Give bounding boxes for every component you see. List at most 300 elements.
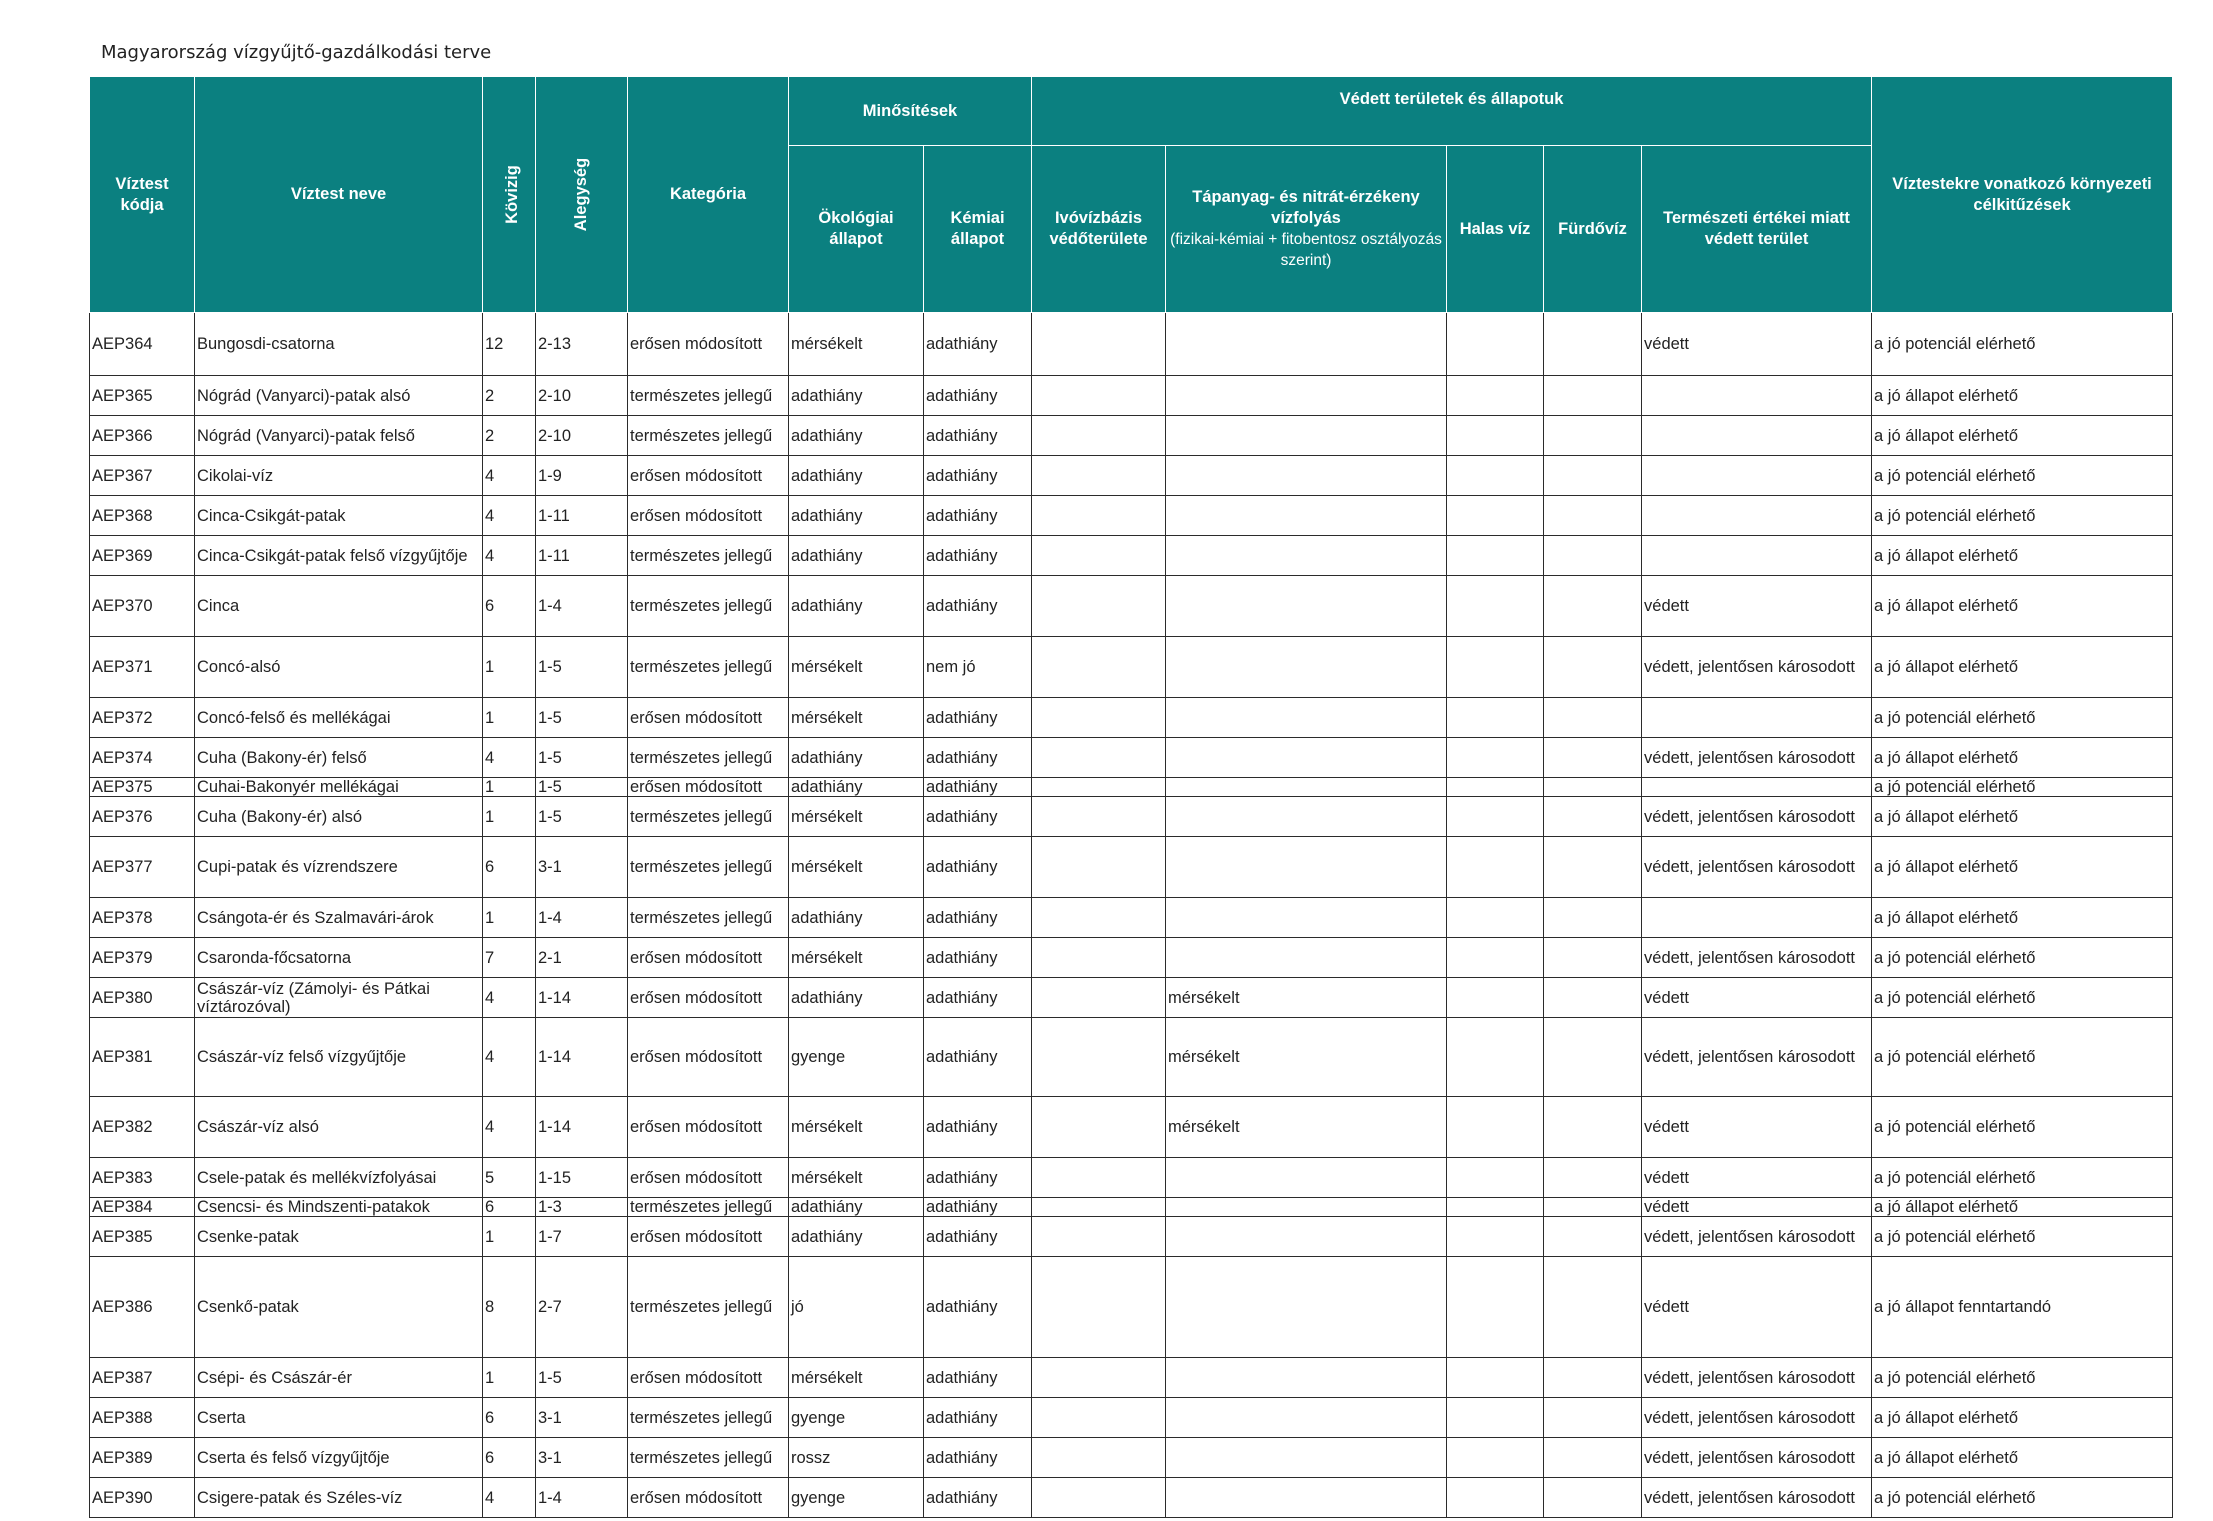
cell-kovizig: 1	[483, 637, 536, 698]
cell-kategoria: természetes jellegű	[628, 1198, 789, 1217]
cell-termeszeti: védett, jelentősen károsodott	[1642, 1478, 1872, 1518]
cell-kategoria: erősen módosított	[628, 1158, 789, 1198]
cell-furdo	[1544, 376, 1642, 416]
cell-halas	[1447, 1257, 1544, 1358]
cell-kategoria: erősen módosított	[628, 938, 789, 978]
cell-alegyseg: 1-5	[536, 778, 628, 797]
cell-furdo	[1544, 1018, 1642, 1097]
cell-alegyseg: 1-4	[536, 576, 628, 637]
document-title: Magyarország vízgyűjtő-gazdálkodási terve	[101, 42, 492, 63]
cell-okologiai: rossz	[789, 1438, 924, 1478]
cell-furdo	[1544, 1158, 1642, 1198]
cell-alegyseg: 1-11	[536, 496, 628, 536]
cell-kovizig: 8	[483, 1257, 536, 1358]
cell-okologiai: adathiány	[789, 898, 924, 938]
cell-ivoviz	[1032, 313, 1166, 376]
cell-ivoviz	[1032, 778, 1166, 797]
cell-termeszeti: védett, jelentősen károsodott	[1642, 1018, 1872, 1097]
cell-kemiai: adathiány	[924, 1478, 1032, 1518]
cell-kategoria: erősen módosított	[628, 1097, 789, 1158]
cell-kovizig: 4	[483, 496, 536, 536]
cell-halas	[1447, 1478, 1544, 1518]
cell-cel: a jó állapot elérhető	[1872, 576, 2173, 637]
cell-kategoria: erősen módosított	[628, 313, 789, 376]
cell-code: AEP366	[90, 416, 195, 456]
cell-alegyseg: 1-5	[536, 637, 628, 698]
cell-kemiai: adathiány	[924, 376, 1032, 416]
cell-halas	[1447, 1358, 1544, 1398]
cell-kemiai: adathiány	[924, 738, 1032, 778]
cell-furdo	[1544, 738, 1642, 778]
cell-cel: a jó állapot elérhető	[1872, 376, 2173, 416]
cell-ivoviz	[1032, 978, 1166, 1018]
cell-kovizig: 6	[483, 576, 536, 637]
cell-kemiai: adathiány	[924, 416, 1032, 456]
cell-tapanyag	[1166, 1198, 1447, 1217]
cell-ivoviz	[1032, 1257, 1166, 1358]
cell-tapanyag: mérsékelt	[1166, 1097, 1447, 1158]
cell-termeszeti: védett	[1642, 1097, 1872, 1158]
cell-furdo	[1544, 778, 1642, 797]
cell-tapanyag	[1166, 576, 1447, 637]
cell-kemiai: adathiány	[924, 1217, 1032, 1257]
cell-cel: a jó potenciál elérhető	[1872, 496, 2173, 536]
cell-tapanyag	[1166, 898, 1447, 938]
cell-code: AEP379	[90, 938, 195, 978]
cell-name: Cinca	[195, 576, 483, 637]
cell-kovizig: 4	[483, 1018, 536, 1097]
cell-ivoviz	[1032, 1398, 1166, 1438]
cell-kemiai: adathiány	[924, 1257, 1032, 1358]
cell-okologiai: jó	[789, 1257, 924, 1358]
cell-name: Császár-víz alsó	[195, 1097, 483, 1158]
cell-kategoria: erősen módosított	[628, 1478, 789, 1518]
cell-name: Cuha (Bakony-ér) alsó	[195, 797, 483, 837]
cell-alegyseg: 3-1	[536, 1438, 628, 1478]
cell-kemiai: adathiány	[924, 496, 1032, 536]
cell-halas	[1447, 778, 1544, 797]
cell-kemiai: adathiány	[924, 978, 1032, 1018]
cell-ivoviz	[1032, 1217, 1166, 1257]
cell-tapanyag	[1166, 313, 1447, 376]
cell-cel: a jó potenciál elérhető	[1872, 1097, 2173, 1158]
cell-cel: a jó potenciál elérhető	[1872, 1158, 2173, 1198]
cell-cel: a jó állapot elérhető	[1872, 1438, 2173, 1478]
cell-halas	[1447, 1217, 1544, 1257]
cell-alegyseg: 1-5	[536, 738, 628, 778]
cell-name: Concó-felső és mellékágai	[195, 698, 483, 738]
cell-furdo	[1544, 637, 1642, 698]
cell-tapanyag: mérsékelt	[1166, 1018, 1447, 1097]
cell-okologiai: gyenge	[789, 1018, 924, 1097]
cell-name: Cuhai-Bakonyér mellékágai	[195, 778, 483, 797]
cell-kategoria: természetes jellegű	[628, 837, 789, 898]
cell-ivoviz	[1032, 797, 1166, 837]
cell-kategoria: természetes jellegű	[628, 898, 789, 938]
cell-okologiai: adathiány	[789, 1217, 924, 1257]
cell-halas	[1447, 416, 1544, 456]
cell-code: AEP384	[90, 1198, 195, 1217]
cell-alegyseg: 1-4	[536, 898, 628, 938]
cell-code: AEP388	[90, 1398, 195, 1438]
table-row	[90, 837, 2173, 898]
cell-ivoviz	[1032, 416, 1166, 456]
cell-kovizig: 6	[483, 1398, 536, 1438]
cell-code: AEP381	[90, 1018, 195, 1097]
cell-ivoviz	[1032, 1158, 1166, 1198]
cell-code: AEP386	[90, 1257, 195, 1358]
cell-code: AEP367	[90, 456, 195, 496]
cell-kovizig: 1	[483, 698, 536, 738]
cell-alegyseg: 1-14	[536, 978, 628, 1018]
cell-name: Cupi-patak és vízrendszere	[195, 837, 483, 898]
cell-kemiai: adathiány	[924, 837, 1032, 898]
cell-ivoviz	[1032, 837, 1166, 898]
cell-termeszeti: védett	[1642, 1158, 1872, 1198]
cell-termeszeti: védett	[1642, 313, 1872, 376]
cell-okologiai: adathiány	[789, 416, 924, 456]
cell-name: Nógrád (Vanyarci)-patak felső	[195, 416, 483, 456]
cell-cel: a jó potenciál elérhető	[1872, 978, 2173, 1018]
cell-furdo	[1544, 698, 1642, 738]
cell-alegyseg: 1-4	[536, 1478, 628, 1518]
cell-halas	[1447, 536, 1544, 576]
cell-furdo	[1544, 1398, 1642, 1438]
cell-cel: a jó potenciál elérhető	[1872, 1018, 2173, 1097]
cell-okologiai: mérsékelt	[789, 1358, 924, 1398]
cell-code: AEP387	[90, 1358, 195, 1398]
cell-code: AEP385	[90, 1217, 195, 1257]
cell-halas	[1447, 576, 1544, 637]
cell-furdo	[1544, 1198, 1642, 1217]
cell-furdo	[1544, 1097, 1642, 1158]
cell-tapanyag	[1166, 837, 1447, 898]
cell-termeszeti	[1642, 698, 1872, 738]
cell-furdo	[1544, 837, 1642, 898]
table-row	[90, 938, 2173, 978]
cell-ivoviz	[1032, 536, 1166, 576]
cell-termeszeti	[1642, 376, 1872, 416]
cell-cel: a jó állapot elérhető	[1872, 536, 2173, 576]
cell-kategoria: természetes jellegű	[628, 637, 789, 698]
table-row	[90, 1158, 2173, 1198]
cell-cel: a jó állapot fenntartandó	[1872, 1257, 2173, 1358]
cell-tapanyag	[1166, 1358, 1447, 1398]
cell-tapanyag	[1166, 797, 1447, 837]
cell-furdo	[1544, 938, 1642, 978]
cell-termeszeti: védett, jelentősen károsodott	[1642, 637, 1872, 698]
cell-kemiai: adathiány	[924, 797, 1032, 837]
cell-kovizig: 6	[483, 1438, 536, 1478]
cell-tapanyag	[1166, 416, 1447, 456]
cell-cel: a jó potenciál elérhető	[1872, 1358, 2173, 1398]
cell-halas	[1447, 1018, 1544, 1097]
cell-okologiai: adathiány	[789, 1198, 924, 1217]
table-row	[90, 1217, 2173, 1257]
cell-tapanyag	[1166, 637, 1447, 698]
cell-termeszeti: védett, jelentősen károsodott	[1642, 938, 1872, 978]
cell-kategoria: természetes jellegű	[628, 738, 789, 778]
cell-halas	[1447, 797, 1544, 837]
cell-kategoria: természetes jellegű	[628, 1257, 789, 1358]
cell-cel: a jó állapot elérhető	[1872, 1198, 2173, 1217]
header-vedett: Védett területek és állapotuk	[1032, 77, 1872, 146]
header-halas: Halas víz	[1447, 146, 1544, 313]
cell-name: Csenkő-patak	[195, 1257, 483, 1358]
table-row	[90, 1398, 2173, 1438]
cell-kovizig: 4	[483, 536, 536, 576]
cell-kovizig: 2	[483, 376, 536, 416]
cell-tapanyag	[1166, 536, 1447, 576]
cell-termeszeti: védett	[1642, 978, 1872, 1018]
cell-halas	[1447, 1097, 1544, 1158]
cell-halas	[1447, 698, 1544, 738]
header-alegyseg: Alegység	[536, 77, 628, 313]
cell-tapanyag: mérsékelt	[1166, 978, 1447, 1018]
cell-kategoria: erősen módosított	[628, 456, 789, 496]
cell-cel: a jó potenciál elérhető	[1872, 698, 2173, 738]
cell-kovizig: 1	[483, 797, 536, 837]
cell-alegyseg: 1-14	[536, 1018, 628, 1097]
cell-halas	[1447, 1198, 1544, 1217]
cell-ivoviz	[1032, 1198, 1166, 1217]
cell-termeszeti: védett	[1642, 1198, 1872, 1217]
cell-halas	[1447, 898, 1544, 938]
table-row	[90, 637, 2173, 698]
cell-code: AEP375	[90, 778, 195, 797]
cell-name: Cserta	[195, 1398, 483, 1438]
cell-kovizig: 6	[483, 837, 536, 898]
cell-kemiai: adathiány	[924, 1097, 1032, 1158]
table-row	[90, 1358, 2173, 1398]
cell-okologiai: adathiány	[789, 536, 924, 576]
cell-cel: a jó potenciál elérhető	[1872, 1217, 2173, 1257]
table-row	[90, 1257, 2173, 1358]
cell-termeszeti: védett, jelentősen károsodott	[1642, 797, 1872, 837]
table-body	[90, 313, 2173, 1518]
cell-name: Cserta és felső vízgyűjtője	[195, 1438, 483, 1478]
cell-code: AEP380	[90, 978, 195, 1018]
cell-kategoria: természetes jellegű	[628, 1438, 789, 1478]
cell-kemiai: adathiány	[924, 898, 1032, 938]
cell-termeszeti: védett, jelentősen károsodott	[1642, 1358, 1872, 1398]
cell-alegyseg: 1-7	[536, 1217, 628, 1257]
cell-kovizig: 1	[483, 1217, 536, 1257]
cell-termeszeti: védett, jelentősen károsodott	[1642, 837, 1872, 898]
cell-okologiai: mérsékelt	[789, 797, 924, 837]
cell-halas	[1447, 1158, 1544, 1198]
cell-name: Bungosdi-csatorna	[195, 313, 483, 376]
cell-kemiai: adathiány	[924, 1438, 1032, 1478]
cell-kemiai: adathiány	[924, 576, 1032, 637]
cell-code: AEP365	[90, 376, 195, 416]
table-row	[90, 376, 2173, 416]
cell-tapanyag	[1166, 496, 1447, 536]
cell-termeszeti	[1642, 416, 1872, 456]
cell-kategoria: erősen módosított	[628, 1018, 789, 1097]
cell-cel: a jó állapot elérhető	[1872, 837, 2173, 898]
cell-cel: a jó állapot elérhető	[1872, 637, 2173, 698]
cell-name: Cikolai-víz	[195, 456, 483, 496]
cell-code: AEP364	[90, 313, 195, 376]
cell-halas	[1447, 637, 1544, 698]
cell-ivoviz	[1032, 1358, 1166, 1398]
cell-code: AEP369	[90, 536, 195, 576]
cell-kemiai: adathiány	[924, 778, 1032, 797]
cell-name: Csenke-patak	[195, 1217, 483, 1257]
table-row	[90, 797, 2173, 837]
cell-code: AEP389	[90, 1438, 195, 1478]
cell-kovizig: 4	[483, 738, 536, 778]
cell-halas	[1447, 837, 1544, 898]
cell-okologiai: mérsékelt	[789, 637, 924, 698]
cell-ivoviz	[1032, 456, 1166, 496]
cell-kovizig: 6	[483, 1198, 536, 1217]
cell-code: AEP378	[90, 898, 195, 938]
cell-name: Császár-víz felső vízgyűjtője	[195, 1018, 483, 1097]
cell-tapanyag	[1166, 1398, 1447, 1438]
header-name: Víztest neve	[195, 77, 483, 313]
header-tapanyag: Tápanyag- és nitrát-érzékeny vízfolyás (fizikai-kémiai + fitobentosz osztályozás szerint)	[1166, 146, 1447, 313]
cell-code: AEP382	[90, 1097, 195, 1158]
cell-okologiai: gyenge	[789, 1478, 924, 1518]
table-row	[90, 313, 2173, 376]
cell-kategoria: természetes jellegű	[628, 376, 789, 416]
cell-kategoria: erősen módosított	[628, 978, 789, 1018]
cell-kovizig: 4	[483, 978, 536, 1018]
cell-code: AEP390	[90, 1478, 195, 1518]
cell-ivoviz	[1032, 376, 1166, 416]
cell-kategoria: erősen módosított	[628, 496, 789, 536]
cell-alegyseg: 2-13	[536, 313, 628, 376]
cell-tapanyag	[1166, 1257, 1447, 1358]
cell-cel: a jó potenciál elérhető	[1872, 778, 2173, 797]
cell-kovizig: 1	[483, 1358, 536, 1398]
cell-halas	[1447, 1438, 1544, 1478]
cell-ivoviz	[1032, 496, 1166, 536]
table-row	[90, 496, 2173, 536]
cell-name: Csele-patak és mellékvízfolyásai	[195, 1158, 483, 1198]
cell-tapanyag	[1166, 1438, 1447, 1478]
cell-kemiai: adathiány	[924, 698, 1032, 738]
cell-cel: a jó potenciál elérhető	[1872, 456, 2173, 496]
cell-furdo	[1544, 496, 1642, 536]
cell-furdo	[1544, 978, 1642, 1018]
cell-okologiai: adathiány	[789, 738, 924, 778]
cell-alegyseg: 3-1	[536, 837, 628, 898]
cell-halas	[1447, 938, 1544, 978]
cell-okologiai: adathiány	[789, 456, 924, 496]
cell-cel: a jó állapot elérhető	[1872, 1398, 2173, 1438]
cell-kemiai: adathiány	[924, 1198, 1032, 1217]
cell-name: Nógrád (Vanyarci)-patak alsó	[195, 376, 483, 416]
cell-kemiai: adathiány	[924, 1158, 1032, 1198]
cell-kovizig: 4	[483, 1097, 536, 1158]
cell-name: Cinca-Csikgát-patak	[195, 496, 483, 536]
cell-code: AEP377	[90, 837, 195, 898]
cell-halas	[1447, 496, 1544, 536]
cell-alegyseg: 1-11	[536, 536, 628, 576]
cell-okologiai: adathiány	[789, 978, 924, 1018]
cell-okologiai: mérsékelt	[789, 1097, 924, 1158]
cell-alegyseg: 1-5	[536, 797, 628, 837]
cell-kovizig: 4	[483, 1478, 536, 1518]
cell-furdo	[1544, 313, 1642, 376]
cell-code: AEP370	[90, 576, 195, 637]
cell-cel: a jó potenciál elérhető	[1872, 313, 2173, 376]
cell-ivoviz	[1032, 1478, 1166, 1518]
cell-alegyseg: 1-5	[536, 698, 628, 738]
cell-okologiai: gyenge	[789, 1398, 924, 1438]
header-celkituzesek: Víztestekre vonatkozó környezeti célkitűzések	[1872, 77, 2173, 313]
cell-alegyseg: 1-5	[536, 1358, 628, 1398]
cell-name: Cuha (Bakony-ér) felső	[195, 738, 483, 778]
table-row	[90, 416, 2173, 456]
cell-furdo	[1544, 1257, 1642, 1358]
cell-kategoria: természetes jellegű	[628, 797, 789, 837]
header-termeszeti: Természeti értékei miatt védett terület	[1642, 146, 1872, 313]
cell-cel: a jó potenciál elérhető	[1872, 938, 2173, 978]
cell-okologiai: mérsékelt	[789, 698, 924, 738]
cell-halas	[1447, 978, 1544, 1018]
cell-kemiai: adathiány	[924, 1018, 1032, 1097]
cell-ivoviz	[1032, 1097, 1166, 1158]
cell-name: Csépi- és Császár-ér	[195, 1358, 483, 1398]
cell-tapanyag	[1166, 1217, 1447, 1257]
cell-ivoviz	[1032, 637, 1166, 698]
cell-kategoria: erősen módosított	[628, 1217, 789, 1257]
cell-okologiai: adathiány	[789, 778, 924, 797]
cell-kategoria: természetes jellegű	[628, 416, 789, 456]
cell-alegyseg: 2-10	[536, 376, 628, 416]
cell-okologiai: mérsékelt	[789, 313, 924, 376]
cell-halas	[1447, 738, 1544, 778]
table-row	[90, 1478, 2173, 1518]
header-kategoria: Kategória	[628, 77, 789, 313]
cell-kategoria: természetes jellegű	[628, 576, 789, 637]
cell-tapanyag	[1166, 738, 1447, 778]
table-row	[90, 698, 2173, 738]
cell-tapanyag	[1166, 376, 1447, 416]
cell-code: AEP383	[90, 1158, 195, 1198]
cell-termeszeti: védett, jelentősen károsodott	[1642, 1217, 1872, 1257]
table-row	[90, 1097, 2173, 1158]
cell-kategoria: erősen módosított	[628, 778, 789, 797]
cell-kemiai: adathiány	[924, 313, 1032, 376]
cell-okologiai: adathiány	[789, 576, 924, 637]
cell-alegyseg: 1-9	[536, 456, 628, 496]
cell-termeszeti: védett, jelentősen károsodott	[1642, 738, 1872, 778]
cell-kemiai: adathiány	[924, 1398, 1032, 1438]
cell-furdo	[1544, 898, 1642, 938]
header-furdoviz: Fürdővíz	[1544, 146, 1642, 313]
cell-kovizig: 12	[483, 313, 536, 376]
cell-kategoria: erősen módosított	[628, 698, 789, 738]
cell-ivoviz	[1032, 1018, 1166, 1097]
cell-kemiai: adathiány	[924, 1358, 1032, 1398]
cell-furdo	[1544, 1358, 1642, 1398]
header-code: Víztest kódja	[90, 77, 195, 313]
header-kemiai: Kémiai állapot	[924, 146, 1032, 313]
cell-okologiai: mérsékelt	[789, 837, 924, 898]
cell-alegyseg: 2-1	[536, 938, 628, 978]
table-row	[90, 536, 2173, 576]
cell-kovizig: 7	[483, 938, 536, 978]
cell-tapanyag	[1166, 1158, 1447, 1198]
cell-tapanyag	[1166, 698, 1447, 738]
cell-furdo	[1544, 536, 1642, 576]
cell-ivoviz	[1032, 938, 1166, 978]
